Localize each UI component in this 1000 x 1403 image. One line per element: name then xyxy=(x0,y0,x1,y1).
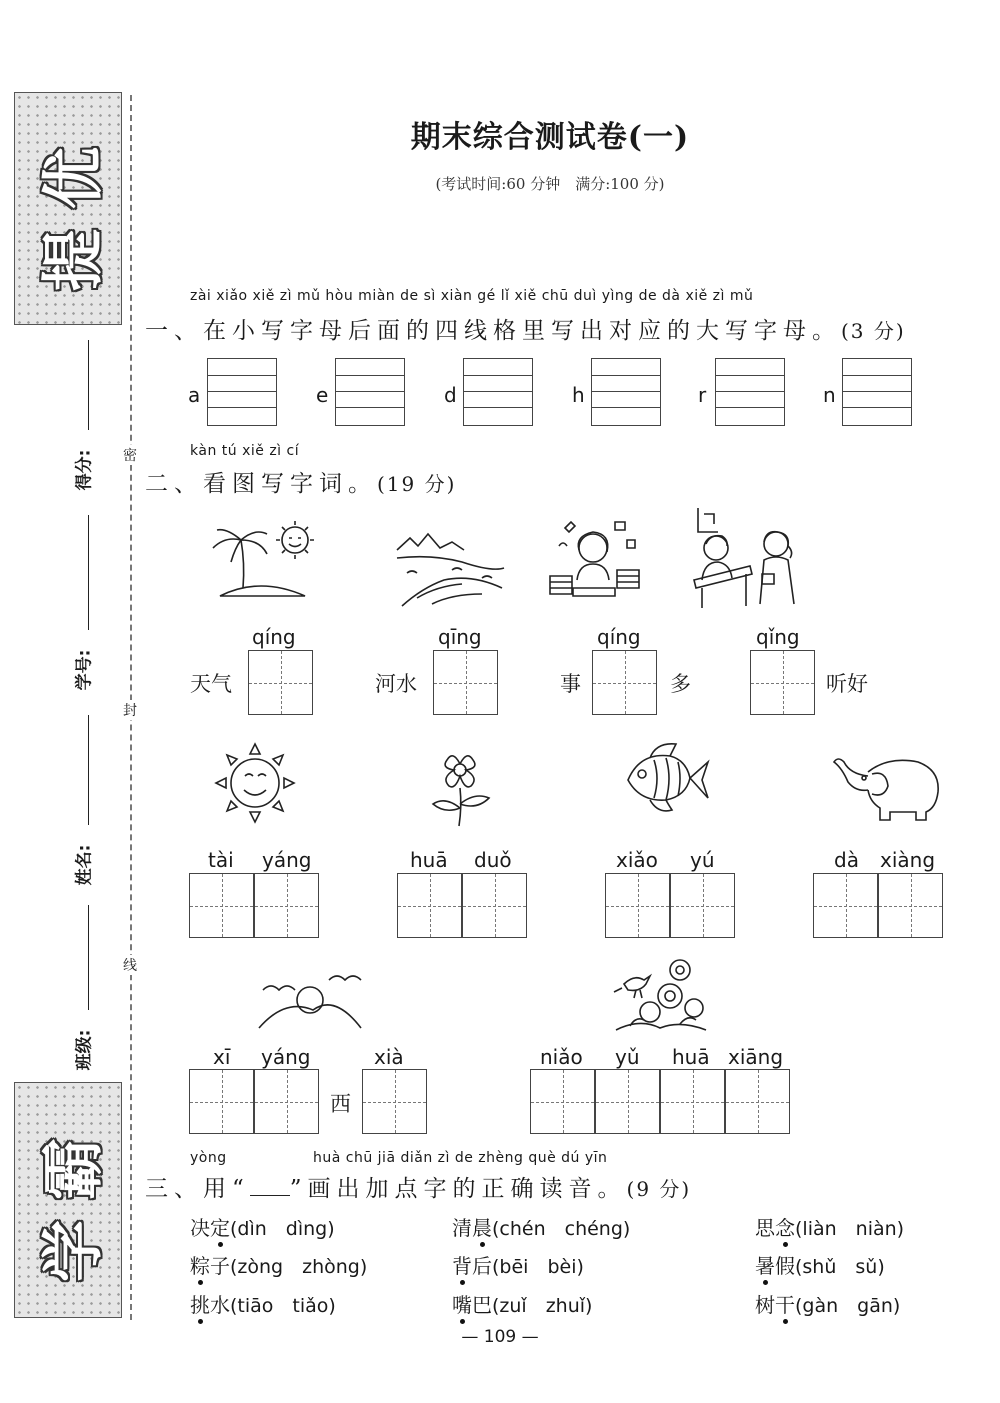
tianzi-box[interactable] xyxy=(878,873,943,938)
exam-info: (考试时间:60 分钟 满分:100 分) xyxy=(435,175,665,193)
busy-girl-illustration xyxy=(545,510,645,610)
reading-item[interactable]: 暑假(shǔ sǔ) xyxy=(755,1250,885,1279)
tianzi-box[interactable] xyxy=(595,1069,660,1134)
pinyin-yang: yáng xyxy=(262,848,312,872)
pinyin-yu: yú xyxy=(690,848,715,872)
tianzi-box[interactable] xyxy=(592,650,657,715)
bottom-band-text: 学霸 xyxy=(36,1117,110,1283)
pinyin-duo: duǒ xyxy=(474,848,512,872)
dotted-char: 暑 xyxy=(755,1250,775,1279)
letter-d: d xyxy=(444,383,457,407)
word-duo: 多 xyxy=(670,672,691,696)
section2-heading: 二、看图写字词。(19 分) xyxy=(145,471,457,497)
pinyin-qing-1: qíng xyxy=(252,625,296,649)
tianzi-box[interactable] xyxy=(254,1069,319,1134)
flower-illustration xyxy=(425,748,495,828)
pinyin-xi: xī xyxy=(213,1045,231,1069)
section1-heading: 一、在小写字母后面的四线格里写出对应的大写字母。(3 分) xyxy=(145,318,906,344)
dotted-char: 背 xyxy=(452,1250,472,1279)
dotted-char: 嘴 xyxy=(452,1289,472,1318)
page-number: — 109 — xyxy=(461,1327,539,1347)
letter-a: a xyxy=(188,383,201,407)
bird-flowers-illustration xyxy=(610,948,710,1033)
word-heshui: 河水 xyxy=(375,672,417,696)
sun-illustration xyxy=(210,738,300,828)
letter-r: r xyxy=(698,383,707,407)
pinyin-qing-2: qīng xyxy=(438,625,482,649)
section3-score: (9 分) xyxy=(626,1177,692,1201)
fish-illustration xyxy=(620,738,710,818)
reading-item[interactable]: 思念(liàn niàn) xyxy=(755,1212,904,1241)
dotted-char: 念 xyxy=(775,1212,795,1241)
reading-item[interactable]: 挑水(tiāo tiǎo) xyxy=(190,1289,336,1318)
tianzi-box[interactable] xyxy=(750,650,815,715)
page-title: 期末综合测试卷(一) xyxy=(410,120,690,155)
name-line[interactable] xyxy=(88,715,89,825)
four-line-grid[interactable] xyxy=(715,358,785,426)
tianzi-box[interactable] xyxy=(605,873,670,938)
tianzi-box[interactable] xyxy=(813,873,878,938)
class-label: 班级: xyxy=(74,1029,95,1071)
reading-item[interactable]: 清晨(chén chéng) xyxy=(452,1212,630,1241)
four-line-grid[interactable] xyxy=(335,358,405,426)
pinyin-xiang: xiàng xyxy=(880,848,936,872)
sunset-illustration xyxy=(255,970,365,1032)
seal-char-mi: 密 xyxy=(122,445,138,465)
four-line-grid[interactable] xyxy=(591,358,661,426)
reading-item[interactable]: 树干(gàn gān) xyxy=(755,1289,900,1318)
word-xi: 西 xyxy=(330,1092,351,1116)
sunny-island-illustration xyxy=(205,518,325,603)
tianzi-box[interactable] xyxy=(254,873,319,938)
bottom-side-band xyxy=(14,1082,122,1318)
pinyin-qing-3: qíng xyxy=(597,625,641,649)
section3-pinyin: huà chū jiā diǎn zì de zhèng què dú yīn xyxy=(313,1150,608,1166)
reading-item[interactable]: 粽子(zòng zhòng) xyxy=(190,1250,367,1279)
score-line[interactable] xyxy=(88,340,89,430)
dotted-char: 挑 xyxy=(190,1289,210,1318)
tianzi-box[interactable] xyxy=(660,1069,725,1134)
dotted-char: 晨 xyxy=(472,1212,492,1241)
elephant-illustration xyxy=(828,752,943,822)
section3-pinyin-yong: yòng xyxy=(190,1150,227,1166)
four-line-grid[interactable] xyxy=(207,358,277,426)
tianzi-box[interactable] xyxy=(530,1069,595,1134)
letter-h: h xyxy=(572,383,585,407)
tianzi-box[interactable] xyxy=(462,873,527,938)
section3-heading: 三、用“ ”画出加点字的正确读音。(9 分) xyxy=(145,1176,692,1202)
letter-e: e xyxy=(316,383,329,407)
seal-char-feng: 封 xyxy=(122,700,138,720)
dotted-char: 干 xyxy=(775,1289,795,1318)
pinyin-tai: tài xyxy=(208,848,234,872)
pinyin-da: dà xyxy=(834,848,859,872)
student-id-label: 学号: xyxy=(74,649,95,691)
classroom-illustration xyxy=(690,500,810,610)
word-shi: 事 xyxy=(560,672,581,696)
four-line-grid[interactable] xyxy=(463,358,533,426)
dotted-char: 定 xyxy=(210,1212,230,1241)
student-id-line[interactable] xyxy=(88,515,89,630)
pinyin-hua-2: huā xyxy=(672,1045,710,1069)
section1-pinyin: zài xiǎo xiě zì mǔ hòu miàn de sì xiàn gé lǐ xiě chū duì yìng de dà xiě zì mǔ xyxy=(190,288,754,304)
reading-item[interactable]: 决定(dìn dìng) xyxy=(190,1212,335,1241)
pinyin-xiang-2: xiāng xyxy=(728,1045,784,1069)
top-side-band xyxy=(14,92,122,325)
name-label: 姓名: xyxy=(74,844,95,886)
section1-score: (3 分) xyxy=(841,319,906,343)
tianzi-box[interactable] xyxy=(189,1069,254,1134)
dotted-char: 粽 xyxy=(190,1250,210,1279)
pinyin-hua: huā xyxy=(410,848,448,872)
pinyin-niao: niǎo xyxy=(540,1045,583,1069)
pinyin-xia: xià xyxy=(374,1045,404,1069)
pinyin-yang-2: yáng xyxy=(261,1045,311,1069)
letter-n: n xyxy=(823,383,836,407)
four-line-grid[interactable] xyxy=(842,358,912,426)
word-tinghao: 听好 xyxy=(826,672,868,696)
seal-char-xian: 线 xyxy=(122,955,138,975)
river-landscape-illustration xyxy=(392,528,507,608)
reading-item[interactable]: 嘴巴(zuǐ zhuǐ) xyxy=(452,1289,592,1318)
underline-sample xyxy=(250,1178,290,1196)
tianzi-box[interactable] xyxy=(362,1069,427,1134)
pinyin-yu-2: yǔ xyxy=(615,1045,640,1069)
section2-score: (19 分) xyxy=(377,472,457,496)
tianzi-box[interactable] xyxy=(189,873,254,938)
pinyin-qing-4: qǐng xyxy=(756,625,800,649)
tianzi-box[interactable] xyxy=(397,873,462,938)
class-line[interactable] xyxy=(88,905,89,1010)
pinyin-xiao: xiǎo xyxy=(616,848,658,872)
score-label: 得分: xyxy=(74,449,95,491)
section2-pinyin: kàn tú xiě zì cí xyxy=(190,443,300,459)
tianzi-box[interactable] xyxy=(248,650,313,715)
tianzi-box[interactable] xyxy=(433,650,498,715)
top-band-text: 提优 xyxy=(36,126,110,291)
tianzi-box[interactable] xyxy=(725,1069,790,1134)
reading-item[interactable]: 背后(bēi bèi) xyxy=(452,1250,584,1279)
tianzi-box[interactable] xyxy=(670,873,735,938)
word-tianqi: 天气 xyxy=(190,672,232,696)
